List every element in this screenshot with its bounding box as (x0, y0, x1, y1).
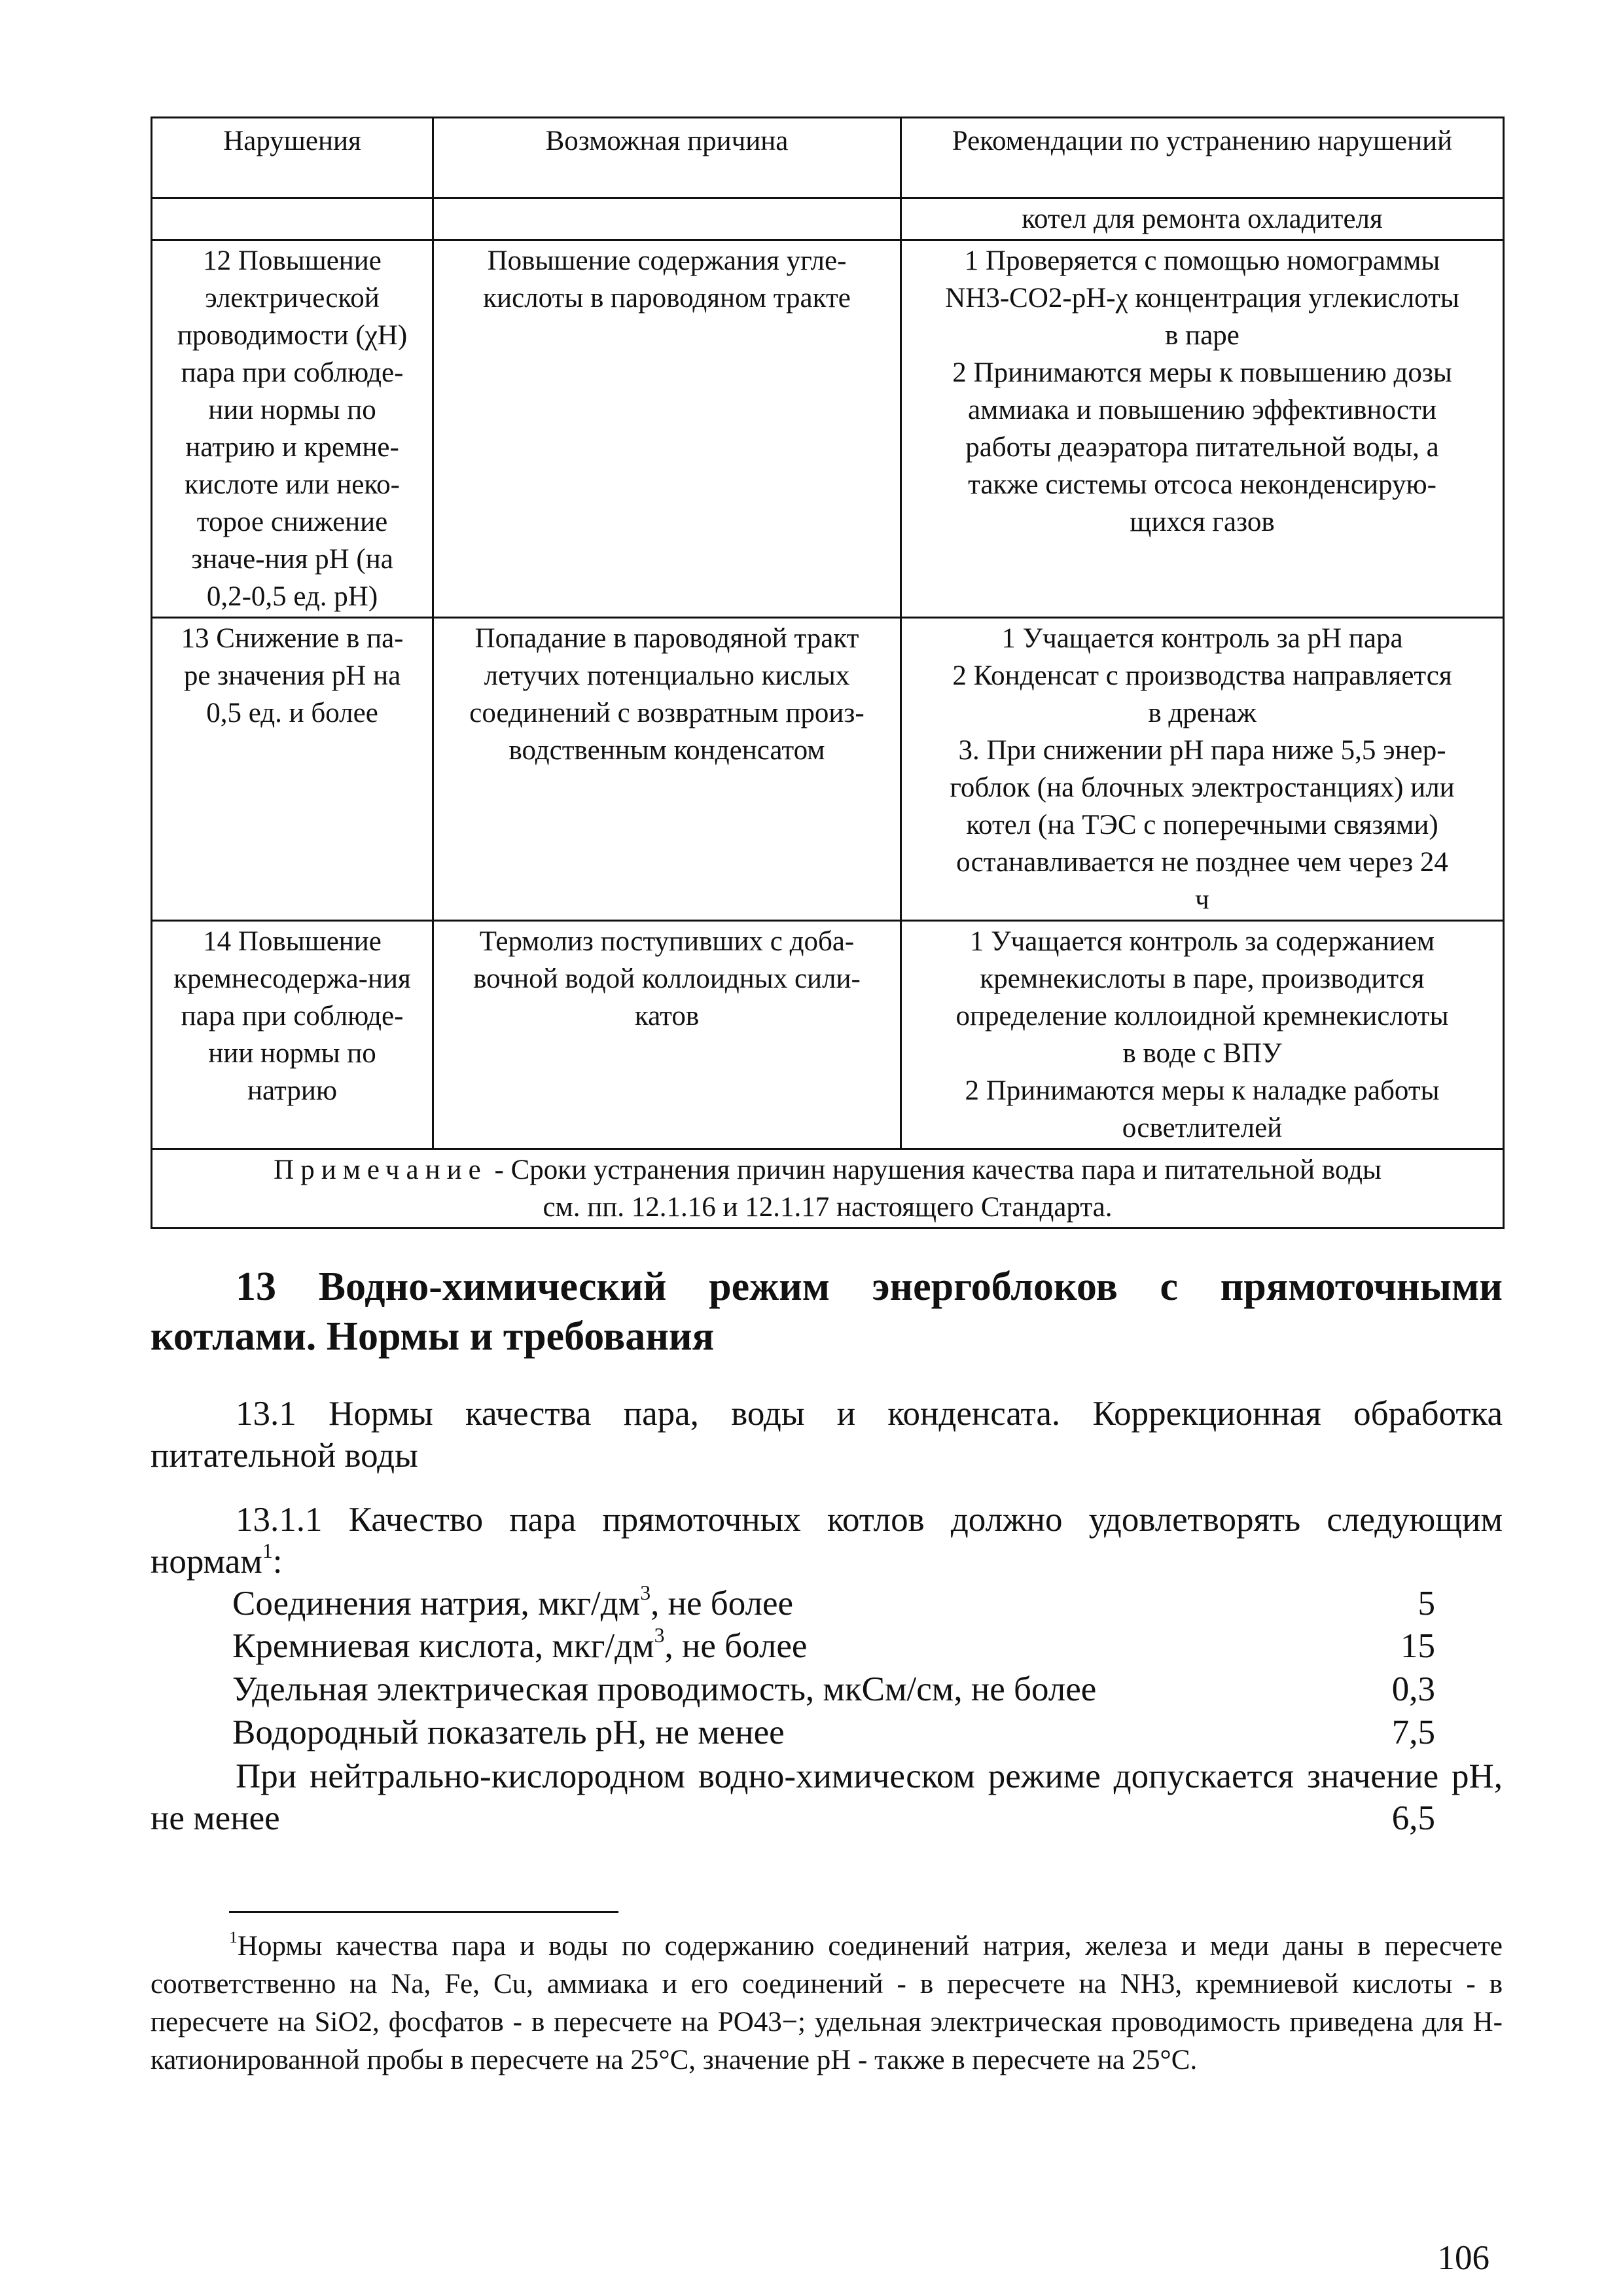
norm-value: 0,3 (1391, 1670, 1435, 1708)
table-row-14 (152, 921, 1504, 1149)
cell-recommendation: 1 Учащается контроль за содержанием кремнекислоты в паре, производится определение коллоидной кремнекислоты в воде с ВПУ 2 Принимаются меры к наладке работы осветлителей (901, 921, 1504, 1149)
cell-cause: Термолиз поступивших с доба- вочной водой коллоидных сили- катов (433, 921, 901, 1149)
norm-row-conductivity (232, 1668, 1435, 1710)
note-label: Примечание (274, 1155, 488, 1185)
header-recommendations: Рекомендации по устранению нарушений (901, 118, 1504, 198)
norm-label: Удельная электрическая проводимость, мкСм/см, не более (232, 1670, 1097, 1708)
cell-recommendation: 1 Учащается контроль за pH пара 2 Конденсат с производства направляется в дренаж 3. При снижении pH пара ниже 5,5 энер- гоблок (на блочных электростанциях) или котел (на ТЭС с поперечными связями) останавливается не позднее чем через 24 ч (901, 618, 1504, 921)
cell-violation: 12 Повышение электрической проводимости (χН) пара при соблюде- нии нормы по натрию и кремне- кислоте или неко- торое снижение значе-ния pH (на 0,2-0,5 ед. pH) (152, 240, 433, 618)
table-header-row (152, 118, 1504, 198)
footnote-marker: 1 (229, 1927, 238, 1946)
norm-value: 6,5 (1391, 1799, 1435, 1837)
cell-recommendation: 1 Проверяется с помощью номограммы NH3-CO2-pH-χ концентрация углекислоты в паре 2 Принимаются меры к повышению дозы аммиака и повышению эффективности работы деаэратора питательной воды, а также системы отсоса неконденсирую- щихся газов (901, 240, 1504, 618)
cell-empty (433, 198, 901, 240)
norm-label: Водородный показатель pH, не менее (232, 1713, 785, 1751)
cell-continuation: котел для ремонта охладителя (901, 198, 1504, 240)
table-row-continuation (152, 198, 1504, 240)
cell-cause: Попадание в пароводяной тракт летучих потенциально кислых соединений с возвратным произ- водственным конденсатом (433, 618, 901, 921)
footnote: $^1$Нормы качества пара и воды по содержанию соединений натрия, железа и меди даны в пересчете соответственно на Na, Fe, Cu, аммиака и его соединений - в пересчете на NH3, кремниевой кислоты - в пересчете на SiO2, фосфатов - в пересчете на PO43−; удельная электрическая проводимость приведена для Н-катионированной пробы в пересчете на 25°С, значение pH - также в пересчете на 25°С. (151, 1927, 1503, 2075)
paragraph-13-1: 13.1 Нормы качества пара, воды и конденсата. Коррекционная обработка питательной воды (151, 1395, 1503, 1475)
cell-violation: 13 Снижение в па- ре значения pH на 0,5 ед. и более (152, 618, 433, 921)
norm-label: Кремниевая кислота, мкг/$дм^3$, не более (232, 1623, 808, 1665)
norm-label: Соединения натрия, мкг/$дм^3$, не более (232, 1581, 794, 1623)
paragraph-neutral-oxygen: При нейтрально-кислородном водно-химическом режиме допускается значение pH, не менее (151, 1757, 1503, 1837)
table-note-row (152, 1149, 1504, 1229)
norm-row-sodium (232, 1583, 1435, 1624)
norm-value: 15 (1400, 1627, 1435, 1665)
note-text-2: см. пп. 12.1.16 и 12.1.17 настоящего Стандарта. (543, 1192, 1113, 1223)
norm-value: 7,5 (1391, 1713, 1435, 1751)
footnote-divider (229, 1911, 618, 1913)
paragraph-13-1-1: 13.1.1 Качество пара прямоточных котлов должно удовлетворять следующим нормам$^1$: (151, 1501, 1503, 1581)
note-text: - Сроки устранения причин нарушения качества пара и питательной воды (487, 1155, 1382, 1185)
norm-row-neutral-ph (232, 1797, 1435, 1839)
violations-table (151, 117, 1505, 1229)
cell-cause: Повышение содержания угле- кислоты в пароводяном тракте (433, 240, 901, 618)
table-note (152, 1149, 1504, 1229)
norm-value: 5 (1418, 1585, 1435, 1623)
cell-violation: 14 Повышение кремнесодержа-ния пара при соблюде- нии нормы по натрию (152, 921, 433, 1149)
header-violations: Нарушения (152, 118, 433, 198)
norm-row-silicic-acid (232, 1625, 1435, 1667)
section-heading: 13 Водно-химический режим энергоблоков с прямоточными котлами. Нормы и требования (151, 1265, 1503, 1359)
page-number: 106 (1437, 2239, 1489, 2277)
norm-row-ph (232, 1712, 1435, 1753)
footnote-ref: 1 (262, 1539, 273, 1562)
table-row-12 (152, 240, 1504, 618)
table-row-13 (152, 618, 1504, 921)
header-cause: Возможная причина (433, 118, 901, 198)
cell-empty (152, 198, 433, 240)
